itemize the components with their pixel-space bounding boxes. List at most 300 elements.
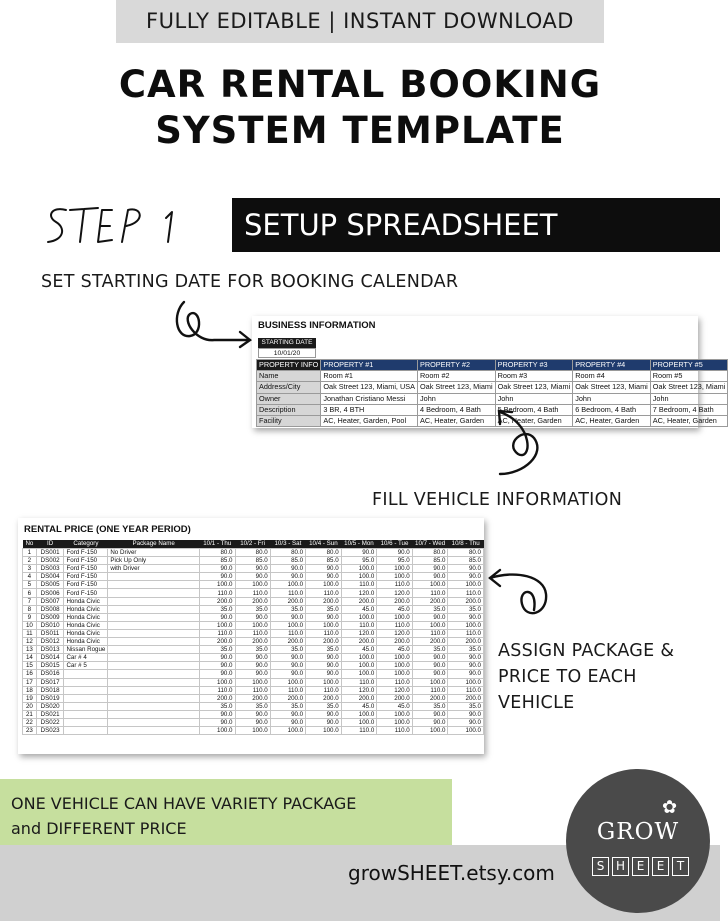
price-cell[interactable]: 100.0	[200, 581, 236, 589]
price-cell[interactable]: 90.0	[200, 670, 236, 678]
price-cell[interactable]: 100.0	[306, 727, 342, 735]
price-cell[interactable]: 200.0	[306, 638, 342, 646]
price-cell[interactable]: 90.0	[200, 654, 236, 662]
business-info-cell[interactable]: 7 Bedroom, 4 Bath	[650, 404, 728, 415]
vehicle-cell[interactable]: Ford F-150	[64, 565, 108, 573]
price-cell[interactable]: 90.0	[270, 718, 305, 726]
vehicle-cell[interactable]: 21	[23, 710, 37, 718]
price-cell[interactable]: 35.0	[306, 702, 342, 710]
vehicle-cell[interactable]: 19	[23, 694, 37, 702]
price-cell[interactable]: 100.0	[341, 718, 377, 726]
business-info-cell[interactable]: Room #3	[495, 371, 573, 382]
vehicle-cell[interactable]: DS018	[36, 686, 64, 694]
price-cell[interactable]: 90.0	[200, 613, 236, 621]
price-cell[interactable]: 35.0	[200, 605, 236, 613]
price-cell[interactable]: 200.0	[200, 597, 236, 605]
price-cell[interactable]: 100.0	[341, 565, 377, 573]
vehicle-cell[interactable]	[64, 678, 108, 686]
vehicle-cell[interactable]	[108, 694, 200, 702]
price-cell[interactable]: 200.0	[412, 638, 448, 646]
price-cell[interactable]: 100.0	[270, 621, 305, 629]
vehicle-cell[interactable]: Car # 4	[64, 654, 108, 662]
business-info-cell[interactable]: John	[650, 393, 728, 404]
vehicle-cell[interactable]: DS019	[36, 694, 64, 702]
price-cell[interactable]: 100.0	[341, 613, 377, 621]
vehicle-cell[interactable]	[108, 662, 200, 670]
price-cell[interactable]: 110.0	[448, 629, 484, 637]
price-cell[interactable]: 200.0	[270, 597, 305, 605]
price-cell[interactable]: 90.0	[412, 710, 448, 718]
price-cell[interactable]: 110.0	[377, 581, 412, 589]
price-cell[interactable]: 85.0	[412, 557, 448, 565]
price-cell[interactable]: 90.0	[306, 718, 342, 726]
vehicle-cell[interactable]: Car # 5	[64, 662, 108, 670]
vehicle-cell[interactable]: Ford F-150	[64, 573, 108, 581]
price-cell[interactable]: 200.0	[270, 694, 305, 702]
vehicle-cell[interactable]: DS022	[36, 718, 64, 726]
starting-date-input[interactable]: 10/01/20	[258, 348, 316, 358]
price-cell[interactable]: 110.0	[270, 589, 305, 597]
price-cell[interactable]: 110.0	[306, 686, 342, 694]
price-cell[interactable]: 90.0	[412, 565, 448, 573]
price-cell[interactable]: 85.0	[270, 557, 305, 565]
price-cell[interactable]: 90.0	[448, 613, 484, 621]
price-cell[interactable]: 35.0	[270, 646, 305, 654]
price-cell[interactable]: 100.0	[377, 670, 412, 678]
price-cell[interactable]: 35.0	[412, 646, 448, 654]
business-info-cell[interactable]: Room #1	[321, 371, 418, 382]
price-cell[interactable]: 35.0	[200, 702, 236, 710]
price-cell[interactable]: 90.0	[377, 549, 412, 557]
business-info-cell[interactable]: John	[418, 393, 496, 404]
price-cell[interactable]: 110.0	[448, 589, 484, 597]
price-cell[interactable]: 110.0	[200, 686, 236, 694]
price-cell[interactable]: 90.0	[235, 654, 270, 662]
price-cell[interactable]: 80.0	[306, 549, 342, 557]
price-cell[interactable]: 200.0	[235, 638, 270, 646]
vehicle-cell[interactable]: DS005	[36, 581, 64, 589]
vehicle-cell[interactable]: 5	[23, 581, 37, 589]
vehicle-cell[interactable]: Honda Civic	[64, 597, 108, 605]
price-cell[interactable]: 200.0	[200, 638, 236, 646]
price-cell[interactable]: 110.0	[341, 678, 377, 686]
price-cell[interactable]: 110.0	[270, 686, 305, 694]
business-info-cell[interactable]: AC, Heater, Garden	[495, 415, 573, 426]
price-cell[interactable]: 110.0	[341, 621, 377, 629]
price-cell[interactable]: 35.0	[448, 646, 484, 654]
price-cell[interactable]: 90.0	[448, 654, 484, 662]
vehicle-cell[interactable]	[108, 686, 200, 694]
vehicle-cell[interactable]: Honda Civic	[64, 621, 108, 629]
price-cell[interactable]: 90.0	[412, 654, 448, 662]
price-cell[interactable]: 90.0	[341, 549, 377, 557]
price-cell[interactable]: 90.0	[448, 565, 484, 573]
vehicle-cell[interactable]: DS008	[36, 605, 64, 613]
price-cell[interactable]: 100.0	[341, 662, 377, 670]
vehicle-cell[interactable]: 17	[23, 678, 37, 686]
vehicle-cell[interactable]: 3	[23, 565, 37, 573]
vehicle-cell[interactable]	[108, 629, 200, 637]
business-info-cell[interactable]: AC, Heater, Garden	[650, 415, 728, 426]
price-cell[interactable]: 85.0	[235, 557, 270, 565]
vehicle-cell[interactable]: 22	[23, 718, 37, 726]
vehicle-cell[interactable]: DS020	[36, 702, 64, 710]
vehicle-cell[interactable]: Ford F-150	[64, 557, 108, 565]
vehicle-cell[interactable]: DS014	[36, 654, 64, 662]
price-cell[interactable]: 110.0	[341, 727, 377, 735]
price-cell[interactable]: 90.0	[306, 710, 342, 718]
vehicle-cell[interactable]: DS017	[36, 678, 64, 686]
price-cell[interactable]: 35.0	[412, 702, 448, 710]
business-info-cell[interactable]: AC, Heater, Garden, Pool	[321, 415, 418, 426]
vehicle-cell[interactable]: Honda Civic	[64, 613, 108, 621]
price-cell[interactable]: 100.0	[412, 581, 448, 589]
vehicle-cell[interactable]: Ford F-150	[64, 581, 108, 589]
price-cell[interactable]: 100.0	[341, 710, 377, 718]
price-cell[interactable]: 200.0	[448, 694, 484, 702]
price-cell[interactable]: 110.0	[412, 629, 448, 637]
price-cell[interactable]: 200.0	[306, 694, 342, 702]
price-cell[interactable]: 90.0	[235, 662, 270, 670]
price-cell[interactable]: 45.0	[377, 605, 412, 613]
price-cell[interactable]: 35.0	[448, 702, 484, 710]
price-cell[interactable]: 200.0	[306, 597, 342, 605]
price-cell[interactable]: 90.0	[306, 565, 342, 573]
price-cell[interactable]: 100.0	[200, 727, 236, 735]
vehicle-cell[interactable]	[64, 686, 108, 694]
price-cell[interactable]: 100.0	[200, 621, 236, 629]
price-cell[interactable]: 110.0	[412, 686, 448, 694]
price-cell[interactable]: 200.0	[341, 638, 377, 646]
price-cell[interactable]: 35.0	[235, 646, 270, 654]
vehicle-cell[interactable]: 11	[23, 629, 37, 637]
price-cell[interactable]: 100.0	[448, 678, 484, 686]
vehicle-cell[interactable]: 7	[23, 597, 37, 605]
price-cell[interactable]: 100.0	[306, 621, 342, 629]
business-info-cell[interactable]: Oak Street 123, Miami	[418, 382, 496, 393]
price-cell[interactable]: 90.0	[306, 613, 342, 621]
price-cell[interactable]: 100.0	[377, 654, 412, 662]
price-cell[interactable]: 200.0	[341, 597, 377, 605]
price-cell[interactable]: 100.0	[270, 581, 305, 589]
business-info-cell[interactable]: 4 Bedroom, 4 Bath	[418, 404, 496, 415]
price-cell[interactable]: 110.0	[448, 686, 484, 694]
price-cell[interactable]: 95.0	[341, 557, 377, 565]
price-cell[interactable]: 100.0	[377, 573, 412, 581]
vehicle-cell[interactable]: DS016	[36, 670, 64, 678]
vehicle-cell[interactable]	[108, 638, 200, 646]
price-cell[interactable]: 120.0	[341, 589, 377, 597]
price-cell[interactable]: 100.0	[377, 613, 412, 621]
price-cell[interactable]: 100.0	[377, 710, 412, 718]
vehicle-cell[interactable]: DS015	[36, 662, 64, 670]
vehicle-cell[interactable]: DS021	[36, 710, 64, 718]
price-cell[interactable]: 90.0	[448, 670, 484, 678]
price-cell[interactable]: 90.0	[412, 670, 448, 678]
price-cell[interactable]: 110.0	[377, 621, 412, 629]
vehicle-cell[interactable]: 12	[23, 638, 37, 646]
vehicle-cell[interactable]	[108, 710, 200, 718]
vehicle-cell[interactable]	[64, 670, 108, 678]
price-cell[interactable]: 110.0	[200, 589, 236, 597]
vehicle-cell[interactable]: DS009	[36, 613, 64, 621]
vehicle-cell[interactable]: 14	[23, 654, 37, 662]
price-cell[interactable]: 120.0	[341, 629, 377, 637]
price-cell[interactable]: 200.0	[377, 597, 412, 605]
vehicle-cell[interactable]: 6	[23, 589, 37, 597]
price-cell[interactable]: 35.0	[448, 605, 484, 613]
vehicle-cell[interactable]	[108, 654, 200, 662]
price-cell[interactable]: 45.0	[377, 702, 412, 710]
price-cell[interactable]: 35.0	[200, 646, 236, 654]
business-info-cell[interactable]: Room #2	[418, 371, 496, 382]
vehicle-cell[interactable]: Honda Civic	[64, 638, 108, 646]
vehicle-cell[interactable]: DS013	[36, 646, 64, 654]
price-cell[interactable]: 110.0	[412, 589, 448, 597]
business-info-cell[interactable]: 3 BR, 4 BTH	[321, 404, 418, 415]
vehicle-cell[interactable]	[108, 727, 200, 735]
price-cell[interactable]: 100.0	[448, 727, 484, 735]
vehicle-cell[interactable]: Honda Civic	[64, 629, 108, 637]
vehicle-cell[interactable]	[108, 581, 200, 589]
price-cell[interactable]: 100.0	[270, 678, 305, 686]
price-cell[interactable]: 100.0	[377, 565, 412, 573]
price-cell[interactable]: 90.0	[270, 565, 305, 573]
vehicle-cell[interactable]: 15	[23, 662, 37, 670]
price-cell[interactable]: 100.0	[341, 670, 377, 678]
price-cell[interactable]: 110.0	[235, 589, 270, 597]
price-cell[interactable]: 100.0	[235, 621, 270, 629]
price-cell[interactable]: 200.0	[235, 597, 270, 605]
price-cell[interactable]: 110.0	[235, 629, 270, 637]
business-info-cell[interactable]: Oak Street 123, Miami, USA	[321, 382, 418, 393]
vehicle-cell[interactable]: DS010	[36, 621, 64, 629]
price-cell[interactable]: 80.0	[270, 549, 305, 557]
business-info-cell[interactable]: John	[573, 393, 651, 404]
vehicle-cell[interactable]	[108, 605, 200, 613]
price-cell[interactable]: 120.0	[377, 686, 412, 694]
price-cell[interactable]: 100.0	[341, 654, 377, 662]
price-cell[interactable]: 120.0	[377, 629, 412, 637]
price-cell[interactable]: 200.0	[235, 694, 270, 702]
price-cell[interactable]: 80.0	[448, 549, 484, 557]
vehicle-cell[interactable]: DS001	[36, 549, 64, 557]
business-info-cell[interactable]: Oak Street 123, Miami	[650, 382, 728, 393]
vehicle-cell[interactable]	[108, 702, 200, 710]
price-cell[interactable]: 200.0	[448, 597, 484, 605]
price-cell[interactable]: 110.0	[200, 629, 236, 637]
price-cell[interactable]: 90.0	[235, 710, 270, 718]
price-cell[interactable]: 200.0	[412, 694, 448, 702]
price-cell[interactable]: 200.0	[377, 694, 412, 702]
price-cell[interactable]: 35.0	[270, 702, 305, 710]
price-cell[interactable]: 90.0	[448, 710, 484, 718]
price-cell[interactable]: 35.0	[412, 605, 448, 613]
price-cell[interactable]: 45.0	[377, 646, 412, 654]
vehicle-cell[interactable]	[108, 573, 200, 581]
price-cell[interactable]: 90.0	[270, 662, 305, 670]
vehicle-cell[interactable]: 16	[23, 670, 37, 678]
price-cell[interactable]: 90.0	[306, 573, 342, 581]
price-cell[interactable]: 90.0	[235, 613, 270, 621]
price-cell[interactable]: 35.0	[306, 646, 342, 654]
vehicle-cell[interactable]: DS011	[36, 629, 64, 637]
price-cell[interactable]: 95.0	[377, 557, 412, 565]
price-cell[interactable]: 90.0	[235, 718, 270, 726]
vehicle-cell[interactable]	[108, 678, 200, 686]
price-cell[interactable]: 200.0	[341, 694, 377, 702]
vehicle-cell[interactable]	[64, 718, 108, 726]
business-info-cell[interactable]: Room #5	[650, 371, 728, 382]
price-cell[interactable]: 90.0	[412, 718, 448, 726]
price-cell[interactable]: 110.0	[377, 678, 412, 686]
vehicle-cell[interactable]	[108, 646, 200, 654]
price-cell[interactable]: 120.0	[377, 589, 412, 597]
price-cell[interactable]: 80.0	[200, 549, 236, 557]
vehicle-cell[interactable]: DS012	[36, 638, 64, 646]
price-cell[interactable]: 100.0	[412, 727, 448, 735]
business-info-cell[interactable]: Oak Street 123, Miami	[495, 382, 573, 393]
price-cell[interactable]: 90.0	[270, 654, 305, 662]
vehicle-cell[interactable]: Ford F-150	[64, 589, 108, 597]
price-cell[interactable]: 90.0	[412, 573, 448, 581]
price-cell[interactable]: 85.0	[200, 557, 236, 565]
price-cell[interactable]: 35.0	[270, 605, 305, 613]
price-cell[interactable]: 110.0	[306, 629, 342, 637]
price-cell[interactable]: 90.0	[306, 654, 342, 662]
vehicle-cell[interactable]	[108, 597, 200, 605]
price-cell[interactable]: 100.0	[377, 718, 412, 726]
price-cell[interactable]: 100.0	[412, 621, 448, 629]
price-cell[interactable]: 90.0	[448, 662, 484, 670]
price-cell[interactable]: 110.0	[306, 589, 342, 597]
vehicle-cell[interactable]: 20	[23, 702, 37, 710]
vehicle-cell[interactable]: 2	[23, 557, 37, 565]
price-cell[interactable]: 100.0	[306, 581, 342, 589]
vehicle-cell[interactable]: 4	[23, 573, 37, 581]
vehicle-cell[interactable]: Ford F-150	[64, 549, 108, 557]
price-cell[interactable]: 90.0	[235, 565, 270, 573]
price-cell[interactable]: 90.0	[200, 573, 236, 581]
price-cell[interactable]: 45.0	[341, 702, 377, 710]
price-cell[interactable]: 85.0	[448, 557, 484, 565]
vehicle-cell[interactable]: Pick Up Only	[108, 557, 200, 565]
price-cell[interactable]: 90.0	[412, 662, 448, 670]
price-cell[interactable]: 80.0	[235, 549, 270, 557]
vehicle-cell[interactable]	[64, 694, 108, 702]
price-cell[interactable]: 120.0	[341, 686, 377, 694]
vehicle-cell[interactable]: 8	[23, 605, 37, 613]
price-cell[interactable]: 100.0	[235, 581, 270, 589]
price-cell[interactable]: 100.0	[235, 678, 270, 686]
vehicle-cell[interactable]: No Driver	[108, 549, 200, 557]
vehicle-cell[interactable]	[108, 670, 200, 678]
price-cell[interactable]: 90.0	[306, 670, 342, 678]
price-cell[interactable]: 90.0	[448, 573, 484, 581]
price-cell[interactable]: 200.0	[377, 638, 412, 646]
business-info-cell[interactable]: AC, Heater, Garden	[418, 415, 496, 426]
price-cell[interactable]: 90.0	[306, 662, 342, 670]
price-cell[interactable]: 110.0	[341, 581, 377, 589]
price-cell[interactable]: 100.0	[448, 621, 484, 629]
business-info-cell[interactable]: 6 Bedroom, 4 Bath	[573, 404, 651, 415]
business-info-cell[interactable]: Oak Street 123, Miami	[573, 382, 651, 393]
vehicle-cell[interactable]	[108, 613, 200, 621]
price-cell[interactable]: 90.0	[235, 670, 270, 678]
price-cell[interactable]: 110.0	[235, 686, 270, 694]
price-cell[interactable]: 90.0	[200, 662, 236, 670]
business-info-cell[interactable]: John	[495, 393, 573, 404]
vehicle-cell[interactable]: Honda Civic	[64, 605, 108, 613]
vehicle-cell[interactable]	[108, 718, 200, 726]
price-cell[interactable]: 35.0	[235, 702, 270, 710]
vehicle-cell[interactable]: DS004	[36, 573, 64, 581]
price-cell[interactable]: 35.0	[306, 605, 342, 613]
price-cell[interactable]: 100.0	[341, 573, 377, 581]
vehicle-cell[interactable]: 13	[23, 646, 37, 654]
vehicle-cell[interactable]	[108, 621, 200, 629]
vehicle-cell[interactable]: 1	[23, 549, 37, 557]
price-cell[interactable]: 45.0	[341, 646, 377, 654]
price-cell[interactable]: 100.0	[270, 727, 305, 735]
price-cell[interactable]: 100.0	[200, 678, 236, 686]
vehicle-cell[interactable]: Nissan Rogue	[64, 646, 108, 654]
vehicle-cell[interactable]	[64, 727, 108, 735]
vehicle-cell[interactable]: DS006	[36, 589, 64, 597]
business-info-cell[interactable]: AC, Heater, Garden	[573, 415, 651, 426]
price-cell[interactable]: 90.0	[270, 573, 305, 581]
business-info-cell[interactable]: 5 Bedroom, 4 Bath	[495, 404, 573, 415]
price-cell[interactable]: 90.0	[270, 710, 305, 718]
price-cell[interactable]: 90.0	[200, 718, 236, 726]
price-cell[interactable]: 90.0	[448, 718, 484, 726]
price-cell[interactable]: 200.0	[412, 597, 448, 605]
business-info-cell[interactable]: Room #4	[573, 371, 651, 382]
price-cell[interactable]: 90.0	[270, 670, 305, 678]
price-cell[interactable]: 45.0	[341, 605, 377, 613]
price-cell[interactable]: 80.0	[412, 549, 448, 557]
price-cell[interactable]: 110.0	[270, 629, 305, 637]
price-cell[interactable]: 100.0	[448, 581, 484, 589]
vehicle-cell[interactable]: 23	[23, 727, 37, 735]
vehicle-cell[interactable]: 18	[23, 686, 37, 694]
price-cell[interactable]: 90.0	[200, 710, 236, 718]
price-cell[interactable]: 100.0	[412, 678, 448, 686]
price-cell[interactable]: 90.0	[270, 613, 305, 621]
shop-url-link[interactable]: growSHEET.etsy.com	[348, 861, 555, 885]
vehicle-cell[interactable]: with Driver	[108, 565, 200, 573]
vehicle-cell[interactable]: DS023	[36, 727, 64, 735]
vehicle-cell[interactable]: 10	[23, 621, 37, 629]
price-cell[interactable]: 100.0	[306, 678, 342, 686]
price-cell[interactable]: 100.0	[377, 662, 412, 670]
price-cell[interactable]: 200.0	[270, 638, 305, 646]
price-cell[interactable]: 35.0	[235, 605, 270, 613]
business-info-cell[interactable]: Jonathan Cristiano Messi	[321, 393, 418, 404]
vehicle-cell[interactable]: DS007	[36, 597, 64, 605]
vehicle-cell[interactable]	[108, 589, 200, 597]
vehicle-cell[interactable]: DS003	[36, 565, 64, 573]
price-cell[interactable]: 200.0	[200, 694, 236, 702]
price-cell[interactable]: 200.0	[448, 638, 484, 646]
price-cell[interactable]: 90.0	[412, 613, 448, 621]
vehicle-cell[interactable]: 9	[23, 613, 37, 621]
price-cell[interactable]: 85.0	[306, 557, 342, 565]
price-cell[interactable]: 90.0	[200, 565, 236, 573]
vehicle-cell[interactable]: DS002	[36, 557, 64, 565]
vehicle-cell[interactable]	[64, 702, 108, 710]
price-cell[interactable]: 100.0	[235, 727, 270, 735]
